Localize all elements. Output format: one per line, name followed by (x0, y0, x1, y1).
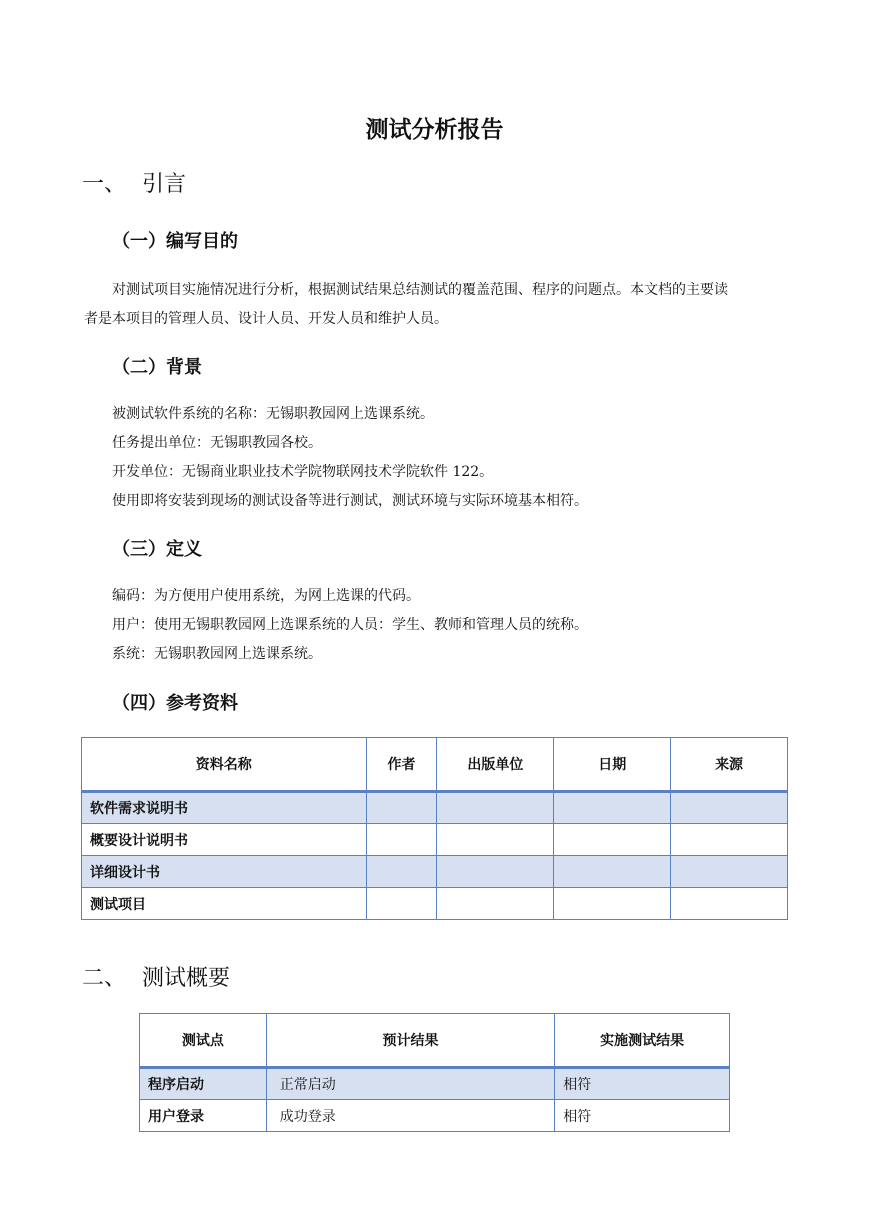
expected-result: 正常启动 (266, 1068, 554, 1100)
subsection-background-heading: （二）背景 (112, 357, 202, 378)
subsection-definition-heading: （三）定义 (112, 539, 202, 560)
col-header-publisher: 出版单位 (437, 738, 554, 792)
reference-name: 详细设计书 (82, 856, 367, 888)
background-line-2: 任务提出单位：无锡职教园各校。 (112, 435, 322, 451)
expected-result: 成功登录 (266, 1100, 554, 1132)
actual-result: 相符 (555, 1068, 730, 1100)
document-title: 测试分析报告 (365, 117, 504, 143)
table-row (140, 1100, 730, 1132)
col-header-author: 作者 (366, 738, 437, 792)
background-paragraph (112, 400, 588, 516)
reference-publisher (437, 856, 554, 888)
reference-source (671, 888, 788, 920)
background-line-4: 使用即将安装到现场的测试设备等进行测试，测试环境与实际环境基本相符。 (112, 493, 588, 509)
section-2-number: 二、 (82, 966, 127, 991)
subsection-purpose-heading: （一）编写目的 (112, 231, 238, 252)
reference-author (366, 856, 437, 888)
reference-name: 软件需求说明书 (82, 792, 367, 824)
col-header-date: 日期 (554, 738, 671, 792)
reference-date (554, 888, 671, 920)
references-table (81, 737, 788, 920)
col-header-test-point: 测试点 (140, 1014, 267, 1068)
table-row (82, 792, 788, 824)
table-row (82, 856, 788, 888)
reference-publisher (437, 824, 554, 856)
reference-date (554, 856, 671, 888)
purpose-paragraph (84, 276, 728, 334)
reference-publisher (437, 792, 554, 824)
col-header-name: 资料名称 (82, 738, 367, 792)
section-1-title: 引言 (142, 172, 187, 197)
table-row (82, 824, 788, 856)
table-row (140, 1068, 730, 1100)
reference-source (671, 856, 788, 888)
actual-result: 相符 (555, 1100, 730, 1132)
section-1-number: 一、 (82, 172, 127, 197)
reference-author (366, 792, 437, 824)
reference-date (554, 824, 671, 856)
reference-author (366, 888, 437, 920)
purpose-line-1: 对测试项目实施情况进行分析，根据测试结果总结测试的覆盖范围、程序的问题点。本文档的主要读 (112, 282, 728, 298)
test-point: 程序启动 (140, 1068, 267, 1100)
background-line-3: 开发单位：无锡商业职业技术学院物联网技术学院软件 122。 (112, 464, 494, 480)
reference-publisher (437, 888, 554, 920)
definition-paragraph (112, 582, 588, 669)
section-2-heading (82, 961, 230, 997)
col-header-expected: 预计结果 (266, 1014, 554, 1068)
test-summary-header (140, 1014, 730, 1068)
reference-name: 概要设计说明书 (82, 824, 367, 856)
reference-date (554, 792, 671, 824)
reference-author (366, 824, 437, 856)
section-1-heading (82, 167, 186, 203)
subsection-references-heading: （四）参考资料 (112, 693, 238, 714)
col-header-source: 来源 (671, 738, 788, 792)
purpose-line-2: 者是本项目的管理人员、设计人员、开发人员和维护人员。 (84, 311, 448, 327)
col-header-actual: 实施测试结果 (555, 1014, 730, 1068)
definition-line-3: 系统：无锡职教园网上选课系统。 (112, 646, 322, 662)
references-table-header (82, 738, 788, 792)
reference-source (671, 824, 788, 856)
reference-source (671, 792, 788, 824)
definition-line-2: 用户：使用无锡职教园网上选课系统的人员：学生、教师和管理人员的统称。 (112, 617, 588, 633)
background-line-1: 被测试软件系统的名称：无锡职教园网上选课系统。 (112, 406, 434, 422)
definition-line-1: 编码：为方便用户使用系统，为网上选课的代码。 (112, 588, 420, 604)
test-point: 用户登录 (140, 1100, 267, 1132)
reference-name: 测试项目 (82, 888, 367, 920)
table-row (82, 888, 788, 920)
section-2-title: 测试概要 (142, 966, 231, 991)
test-summary-table (139, 1013, 730, 1132)
